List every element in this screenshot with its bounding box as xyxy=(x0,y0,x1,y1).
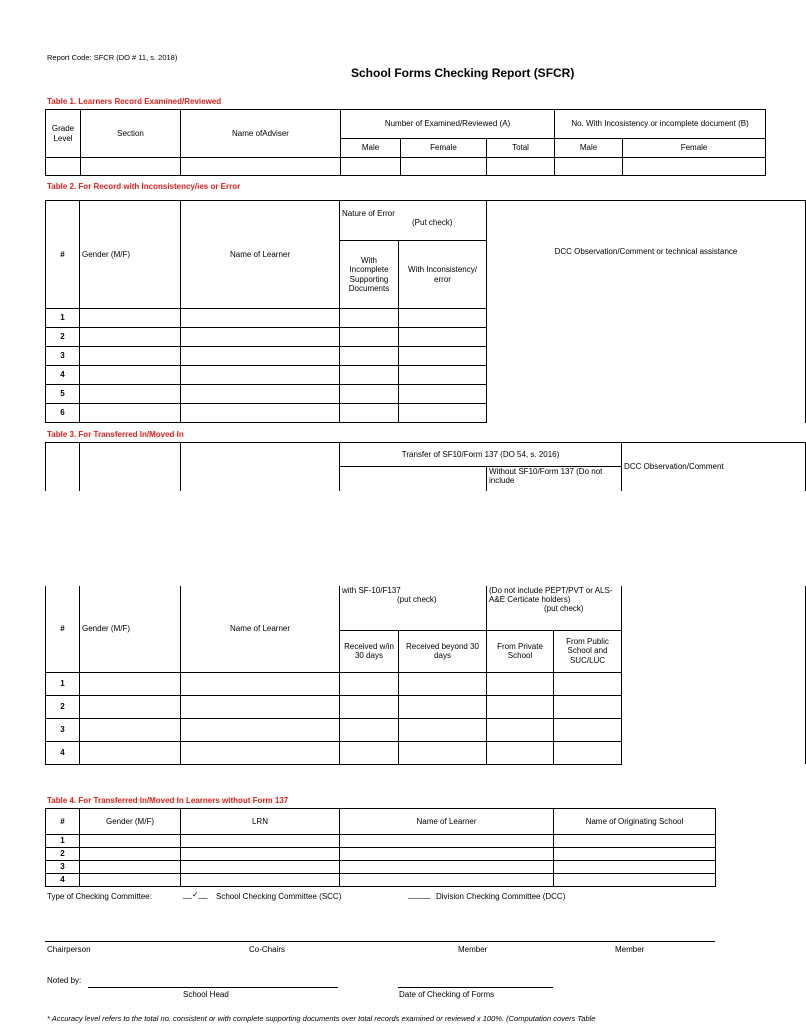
table3-cell[interactable] xyxy=(399,741,487,764)
table2-clip xyxy=(45,200,738,425)
received-30-header: Received w/in 30 days xyxy=(340,630,399,672)
table2-cell[interactable] xyxy=(80,309,181,328)
table3-cell[interactable] xyxy=(181,741,340,764)
table4-cell[interactable] xyxy=(181,835,340,848)
member1-label: Member xyxy=(458,945,488,954)
table2-cell[interactable] xyxy=(340,404,399,423)
table4-cell[interactable] xyxy=(554,835,716,848)
row-number: 3 xyxy=(46,718,80,741)
table4-gender-header: Gender (M/F) xyxy=(80,809,181,835)
female-header: Female xyxy=(401,139,487,158)
table2-cell[interactable] xyxy=(80,404,181,423)
nature-error-header xyxy=(340,201,487,241)
table2-cell[interactable] xyxy=(399,347,487,366)
received-beyond-header: Received beyond 30 days xyxy=(399,630,487,672)
table3-cell[interactable] xyxy=(487,741,554,764)
table3-cell[interactable] xyxy=(340,672,399,695)
male-b-header: Male xyxy=(555,139,623,158)
table2-cell[interactable] xyxy=(340,309,399,328)
table4-cell[interactable] xyxy=(340,835,554,848)
scc-label: School Checking Committee (SCC) xyxy=(216,892,342,901)
table3-gender-blank xyxy=(80,443,181,491)
table4-cell[interactable] xyxy=(181,848,340,861)
incomplete-header: With Incomplete Supporting Documents xyxy=(340,241,399,309)
table2-cell[interactable] xyxy=(399,404,487,423)
table2-cell[interactable] xyxy=(181,385,340,404)
table3-cell[interactable] xyxy=(554,718,622,741)
table3-with-blank xyxy=(340,467,487,491)
table4-caption: Table 4. For Transferred In/Moved In Learners without Form 137 xyxy=(47,796,289,805)
table2-cell[interactable] xyxy=(181,309,340,328)
table3-dcc-header: DCC Observation/Comment xyxy=(622,443,806,491)
school-head-label: School Head xyxy=(183,990,229,999)
table2 xyxy=(45,200,806,423)
table3-name-header: Name of Learner xyxy=(181,586,340,672)
table3-cell[interactable] xyxy=(554,741,622,764)
transfer-header: Transfer of SF10/Form 137 (DO 54, s. 2016) xyxy=(340,443,622,467)
table3-cell[interactable] xyxy=(399,718,487,741)
nature-error-label: Nature of Error xyxy=(342,209,395,218)
table4 xyxy=(45,808,716,887)
table2-cell[interactable] xyxy=(340,366,399,385)
with-sf10-label: with SF-10/F137 xyxy=(342,586,401,595)
table3-cell[interactable] xyxy=(181,695,340,718)
table3-cell[interactable] xyxy=(80,695,181,718)
table1-cell[interactable] xyxy=(81,158,181,176)
table4-cell[interactable] xyxy=(181,861,340,874)
table2-cell[interactable] xyxy=(399,385,487,404)
table3-num-header: # xyxy=(46,586,80,672)
table2-caption: Table 2. For Record with Inconsistency/ies or Error xyxy=(47,182,241,191)
row-number: 2 xyxy=(46,695,80,718)
table4-cell[interactable] xyxy=(80,848,181,861)
page-title: School Forms Checking Report (SFCR) xyxy=(351,66,575,80)
row-number: 4 xyxy=(46,366,80,385)
chairperson-label: Chairperson xyxy=(47,945,91,954)
table2-cell[interactable] xyxy=(80,347,181,366)
table2-cell[interactable] xyxy=(80,366,181,385)
examined-header: Number of Examined/Reviewed (A) xyxy=(341,110,555,139)
table1-caption: Table 1. Learners Record Examined/Reviewed xyxy=(47,97,222,106)
table3-cell[interactable] xyxy=(399,672,487,695)
table4-name-header: Name of Learner xyxy=(340,809,554,835)
row-number: 1 xyxy=(46,309,80,328)
learner-name-header: Name of Learner xyxy=(181,201,340,309)
table2-cell[interactable] xyxy=(80,328,181,347)
table3-cell[interactable] xyxy=(487,695,554,718)
signature-line xyxy=(45,941,715,942)
committee-label: Type of Checking Committee: xyxy=(47,892,152,901)
report-code: Report Code: SFCR (DO # 11, s. 2018) xyxy=(47,53,178,62)
table1-cell[interactable] xyxy=(623,158,766,176)
cochairs-label: Co-Chairs xyxy=(249,945,286,954)
table2-cell[interactable] xyxy=(340,328,399,347)
table3-cell[interactable] xyxy=(399,695,487,718)
inconsistency-error-header: With Inconsistency/ error xyxy=(399,241,487,309)
table3-cell[interactable] xyxy=(340,695,399,718)
table4-cell[interactable] xyxy=(340,874,554,887)
table2-cell[interactable] xyxy=(181,347,340,366)
section-header: Section xyxy=(81,110,181,158)
table3-dcc-cell[interactable] xyxy=(622,586,806,764)
table3-name-blank xyxy=(181,443,340,491)
date-line xyxy=(398,987,553,988)
row-number: 1 xyxy=(46,672,80,695)
table1-clip xyxy=(45,109,749,177)
without-sf10-cont xyxy=(487,586,622,630)
row-number: 1 xyxy=(46,835,80,848)
table3-gender-header: Gender (M/F) xyxy=(80,586,181,672)
row-number: 3 xyxy=(46,347,80,366)
scc-checkmark[interactable]: __✓__ xyxy=(183,890,208,899)
table2-cell[interactable] xyxy=(399,309,487,328)
row-number: 6 xyxy=(46,404,80,423)
table3-caption: Table 3. For Transferred In/Moved In xyxy=(47,430,184,439)
table3-bottom-clip xyxy=(45,586,715,766)
table4-cell[interactable] xyxy=(340,861,554,874)
table4-cell[interactable] xyxy=(181,874,340,887)
table2-cell[interactable] xyxy=(399,366,487,385)
table2-cell[interactable] xyxy=(340,385,399,404)
table4-cell[interactable] xyxy=(554,861,716,874)
gender-header: Gender (M/F) xyxy=(80,201,181,309)
inconsistency-header: No. With Incosistency or incomplete document (B) xyxy=(555,110,766,139)
table2-cell[interactable] xyxy=(399,328,487,347)
put-check-label: (Put check) xyxy=(412,218,453,228)
table2-cell[interactable] xyxy=(181,404,340,423)
from-public-header: From Public School and SUC/LUC xyxy=(554,630,622,672)
table3-cell[interactable] xyxy=(340,718,399,741)
member2-label: Member xyxy=(615,945,645,954)
table3-cell[interactable] xyxy=(80,741,181,764)
table3-cell[interactable] xyxy=(80,718,181,741)
table1 xyxy=(45,109,766,176)
dcc-observation-header: DCC Observation/Comment or technical assistance xyxy=(487,201,806,423)
without-put-check-label: (put check) xyxy=(544,604,584,614)
table3-cell[interactable] xyxy=(487,672,554,695)
dcc-label: Division Checking Committee (DCC) xyxy=(436,892,566,901)
table4-cell[interactable] xyxy=(340,848,554,861)
row-number: 2 xyxy=(46,848,80,861)
table3-cell[interactable] xyxy=(554,695,622,718)
table3-cell[interactable] xyxy=(80,672,181,695)
num-header: # xyxy=(46,201,80,309)
row-number: 5 xyxy=(46,385,80,404)
row-number: 4 xyxy=(46,741,80,764)
table4-num-header: # xyxy=(46,809,80,835)
noted-by-label: Noted by: xyxy=(47,976,82,985)
dcc-checkmark[interactable]: _____ xyxy=(408,890,431,899)
table1-cell[interactable] xyxy=(555,158,623,176)
row-number: 3 xyxy=(46,861,80,874)
from-private-header: From Private School xyxy=(487,630,554,672)
table4-origin-header: Name of Originating School xyxy=(554,809,716,835)
table3-cell[interactable] xyxy=(181,672,340,695)
table4-lrn-header: LRN xyxy=(181,809,340,835)
total-header: Total xyxy=(487,139,555,158)
table3-cell[interactable] xyxy=(181,718,340,741)
row-number: 2 xyxy=(46,328,80,347)
table3-num-blank xyxy=(46,443,80,491)
table3-cell[interactable] xyxy=(487,718,554,741)
table3-cell[interactable] xyxy=(340,741,399,764)
table4-cell[interactable] xyxy=(80,861,181,874)
with-put-check-label: (put check) xyxy=(397,595,437,605)
date-checking-label: Date of Checking of Forms xyxy=(399,990,495,999)
table3-top xyxy=(45,442,806,491)
without-sf10-cont-label: (Do not include PEPT/PVT or ALS-A&E Certicate holders) xyxy=(489,586,613,605)
table2-cell[interactable] xyxy=(80,385,181,404)
footnote: * Accuracy level refers to the total no. consistent or with complete supporting documents over total records examined or reviewed x 100%. (Computation covers Table xyxy=(47,1014,596,1023)
table2-cell[interactable] xyxy=(340,347,399,366)
male-header: Male xyxy=(341,139,401,158)
school-head-line xyxy=(88,987,338,988)
table4-cell[interactable] xyxy=(80,835,181,848)
table1-cell[interactable] xyxy=(341,158,401,176)
table3-cell[interactable] xyxy=(554,672,622,695)
table4-cell[interactable] xyxy=(554,874,716,887)
female-b-header: Female xyxy=(623,139,766,158)
table4-cell[interactable] xyxy=(554,848,716,861)
table2-cell[interactable] xyxy=(181,328,340,347)
table3-top-clip xyxy=(45,442,724,486)
table2-cell[interactable] xyxy=(181,366,340,385)
table1-cell[interactable] xyxy=(487,158,555,176)
adviser-header: Name ofAdviser xyxy=(181,110,341,158)
without-sf10-header: Without SF10/Form 137 (Do not include xyxy=(487,467,622,491)
table4-cell[interactable] xyxy=(80,874,181,887)
with-sf10-header xyxy=(340,586,487,630)
table1-cell[interactable] xyxy=(46,158,81,176)
table1-cell[interactable] xyxy=(401,158,487,176)
grade-level-header: Grade Level xyxy=(46,110,81,158)
table3-bottom xyxy=(45,586,806,765)
table1-cell[interactable] xyxy=(181,158,341,176)
row-number: 4 xyxy=(46,874,80,887)
